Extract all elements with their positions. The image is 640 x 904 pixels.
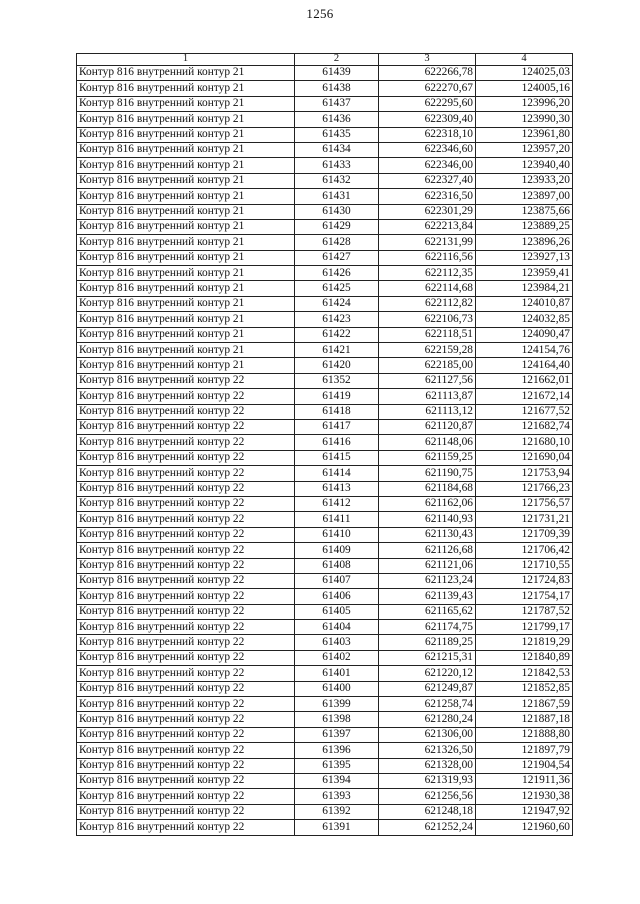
y-coordinate-cell: 123927,13	[476, 250, 573, 265]
x-coordinate-cell: 622270,67	[379, 81, 476, 96]
point-number-cell: 61425	[295, 281, 379, 296]
x-coordinate-cell: 621319,93	[379, 773, 476, 788]
contour-name-cell: Контур 816 внутренний контур 22	[77, 620, 295, 635]
contour-name-cell: Контур 816 внутренний контур 22	[77, 789, 295, 804]
x-coordinate-cell: 621252,24	[379, 820, 476, 835]
point-number-cell: 61405	[295, 604, 379, 619]
y-coordinate-cell: 121799,17	[476, 620, 573, 635]
point-number-cell: 61428	[295, 235, 379, 250]
contour-name-cell: Контур 816 внутренний контур 21	[77, 189, 295, 204]
y-coordinate-cell: 124154,76	[476, 343, 573, 358]
table-row	[77, 512, 573, 527]
table-row	[77, 419, 573, 434]
point-number-cell: 61438	[295, 81, 379, 96]
point-number-cell: 61401	[295, 666, 379, 681]
y-coordinate-cell: 121852,85	[476, 681, 573, 696]
column-header-3: 3	[379, 54, 476, 66]
table-row	[77, 727, 573, 742]
y-coordinate-cell: 121842,53	[476, 666, 573, 681]
table-row	[77, 789, 573, 804]
x-coordinate-cell: 622116,56	[379, 250, 476, 265]
contour-name-cell: Контур 816 внутренний контур 22	[77, 435, 295, 450]
x-coordinate-cell: 621113,87	[379, 389, 476, 404]
contour-name-cell: Контур 816 внутренний контур 22	[77, 804, 295, 819]
contour-name-cell: Контур 816 внутренний контур 22	[77, 773, 295, 788]
y-coordinate-cell: 124090,47	[476, 327, 573, 342]
y-coordinate-cell: 123984,21	[476, 281, 573, 296]
contour-name-cell: Контур 816 внутренний контур 21	[77, 204, 295, 219]
table-row	[77, 543, 573, 558]
x-coordinate-cell: 621215,31	[379, 650, 476, 665]
x-coordinate-cell: 621249,87	[379, 681, 476, 696]
table-row	[77, 804, 573, 819]
point-number-cell: 61437	[295, 96, 379, 111]
x-coordinate-cell: 622112,35	[379, 266, 476, 281]
contour-name-cell: Контур 816 внутренний контур 21	[77, 327, 295, 342]
contour-name-cell: Контур 816 внутренний контур 21	[77, 112, 295, 127]
table-row	[77, 450, 573, 465]
table-row	[77, 404, 573, 419]
y-coordinate-cell: 121709,39	[476, 527, 573, 542]
table-row	[77, 620, 573, 635]
table-row	[77, 66, 573, 81]
x-coordinate-cell: 622118,51	[379, 327, 476, 342]
point-number-cell: 61412	[295, 496, 379, 511]
table-row	[77, 435, 573, 450]
point-number-cell: 61436	[295, 112, 379, 127]
y-coordinate-cell: 121756,57	[476, 496, 573, 511]
point-number-cell: 61429	[295, 219, 379, 234]
y-coordinate-cell: 124164,40	[476, 358, 573, 373]
contour-name-cell: Контур 816 внутренний контур 22	[77, 481, 295, 496]
y-coordinate-cell: 124032,85	[476, 312, 573, 327]
y-coordinate-cell: 124025,03	[476, 66, 573, 81]
table-row	[77, 96, 573, 111]
y-coordinate-cell: 123996,20	[476, 96, 573, 111]
contour-name-cell: Контур 816 внутренний контур 22	[77, 404, 295, 419]
point-number-cell: 61400	[295, 681, 379, 696]
header-row	[77, 54, 573, 66]
y-coordinate-cell: 121724,83	[476, 573, 573, 588]
y-coordinate-cell: 121904,54	[476, 758, 573, 773]
x-coordinate-cell: 622327,40	[379, 173, 476, 188]
x-coordinate-cell: 622316,50	[379, 189, 476, 204]
table-row	[77, 296, 573, 311]
table-row	[77, 697, 573, 712]
table-row	[77, 173, 573, 188]
contour-name-cell: Контур 816 внутренний контур 22	[77, 650, 295, 665]
x-coordinate-cell: 621159,25	[379, 450, 476, 465]
point-number-cell: 61411	[295, 512, 379, 527]
table-row	[77, 758, 573, 773]
point-number-cell: 61391	[295, 820, 379, 835]
y-coordinate-cell: 123875,66	[476, 204, 573, 219]
x-coordinate-cell: 621280,24	[379, 712, 476, 727]
table-row	[77, 820, 573, 835]
y-coordinate-cell: 121960,60	[476, 820, 573, 835]
contour-name-cell: Контур 816 внутренний контур 22	[77, 419, 295, 434]
x-coordinate-cell: 622309,40	[379, 112, 476, 127]
y-coordinate-cell: 121840,89	[476, 650, 573, 665]
contour-name-cell: Контур 816 внутренний контур 22	[77, 820, 295, 835]
x-coordinate-cell: 621220,12	[379, 666, 476, 681]
point-number-cell: 61394	[295, 773, 379, 788]
contour-name-cell: Контур 816 внутренний контур 22	[77, 712, 295, 727]
table-row	[77, 343, 573, 358]
contour-name-cell: Контур 816 внутренний контур 22	[77, 666, 295, 681]
y-coordinate-cell: 121766,23	[476, 481, 573, 496]
y-coordinate-cell: 123961,80	[476, 127, 573, 142]
table-row	[77, 650, 573, 665]
y-coordinate-cell: 121887,18	[476, 712, 573, 727]
x-coordinate-cell: 621162,06	[379, 496, 476, 511]
contour-name-cell: Контур 816 внутренний контур 22	[77, 743, 295, 758]
x-coordinate-cell: 621127,56	[379, 373, 476, 388]
point-number-cell: 61422	[295, 327, 379, 342]
contour-name-cell: Контур 816 внутренний контур 21	[77, 173, 295, 188]
x-coordinate-cell: 622346,60	[379, 142, 476, 157]
contour-name-cell: Контур 816 внутренний контур 22	[77, 496, 295, 511]
point-number-cell: 61403	[295, 635, 379, 650]
x-coordinate-cell: 621328,00	[379, 758, 476, 773]
table-body	[77, 66, 573, 836]
table-row	[77, 81, 573, 96]
contour-name-cell: Контур 816 внутренний контур 22	[77, 450, 295, 465]
x-coordinate-cell: 622185,00	[379, 358, 476, 373]
y-coordinate-cell: 121911,36	[476, 773, 573, 788]
point-number-cell: 61426	[295, 266, 379, 281]
table-row	[77, 189, 573, 204]
x-coordinate-cell: 622112,82	[379, 296, 476, 311]
x-coordinate-cell: 621258,74	[379, 697, 476, 712]
table-row	[77, 635, 573, 650]
page-number: 1256	[306, 6, 334, 21]
x-coordinate-cell: 622318,10	[379, 127, 476, 142]
x-coordinate-cell: 621248,18	[379, 804, 476, 819]
y-coordinate-cell: 123897,00	[476, 189, 573, 204]
column-header-1: 1	[77, 54, 295, 66]
contour-name-cell: Контур 816 внутренний контур 21	[77, 281, 295, 296]
point-number-cell: 61408	[295, 558, 379, 573]
y-coordinate-cell: 121662,01	[476, 373, 573, 388]
x-coordinate-cell: 621256,56	[379, 789, 476, 804]
point-number-cell: 61410	[295, 527, 379, 542]
contour-name-cell: Контур 816 внутренний контур 21	[77, 266, 295, 281]
y-coordinate-cell: 121677,52	[476, 404, 573, 419]
point-number-cell: 61439	[295, 66, 379, 81]
table-row	[77, 266, 573, 281]
point-number-cell: 61431	[295, 189, 379, 204]
point-number-cell: 61406	[295, 589, 379, 604]
contour-name-cell: Контур 816 внутренний контур 21	[77, 142, 295, 157]
x-coordinate-cell: 621174,75	[379, 620, 476, 635]
x-coordinate-cell: 621190,75	[379, 466, 476, 481]
y-coordinate-cell: 121690,04	[476, 450, 573, 465]
x-coordinate-cell: 621184,68	[379, 481, 476, 496]
y-coordinate-cell: 121706,42	[476, 543, 573, 558]
contour-name-cell: Контур 816 внутренний контур 22	[77, 604, 295, 619]
contour-name-cell: Контур 816 внутренний контур 22	[77, 573, 295, 588]
x-coordinate-cell: 622346,00	[379, 158, 476, 173]
y-coordinate-cell: 123957,20	[476, 142, 573, 157]
y-coordinate-cell: 123959,41	[476, 266, 573, 281]
table-row	[77, 112, 573, 127]
contour-name-cell: Контур 816 внутренний контур 21	[77, 66, 295, 81]
contour-name-cell: Контур 816 внутренний контур 22	[77, 512, 295, 527]
point-number-cell: 61404	[295, 620, 379, 635]
contour-name-cell: Контур 816 внутренний контур 22	[77, 527, 295, 542]
table-row	[77, 235, 573, 250]
table-row	[77, 158, 573, 173]
point-number-cell: 61434	[295, 142, 379, 157]
y-coordinate-cell: 121682,74	[476, 419, 573, 434]
table-row	[77, 604, 573, 619]
coordinates-table	[76, 53, 573, 836]
y-coordinate-cell: 121672,14	[476, 389, 573, 404]
point-number-cell: 61432	[295, 173, 379, 188]
column-header-2: 2	[295, 54, 379, 66]
point-number-cell: 61416	[295, 435, 379, 450]
contour-name-cell: Контур 816 внутренний контур 22	[77, 758, 295, 773]
y-coordinate-cell: 121680,10	[476, 435, 573, 450]
contour-name-cell: Контур 816 внутренний контур 21	[77, 127, 295, 142]
y-coordinate-cell: 121930,38	[476, 789, 573, 804]
point-number-cell: 61419	[295, 389, 379, 404]
contour-name-cell: Контур 816 внутренний контур 21	[77, 358, 295, 373]
point-number-cell: 61399	[295, 697, 379, 712]
contour-name-cell: Контур 816 внутренний контур 21	[77, 296, 295, 311]
x-coordinate-cell: 621326,50	[379, 743, 476, 758]
point-number-cell: 61409	[295, 543, 379, 558]
x-coordinate-cell: 621113,12	[379, 404, 476, 419]
table-row	[77, 666, 573, 681]
y-coordinate-cell: 123990,30	[476, 112, 573, 127]
x-coordinate-cell: 622106,73	[379, 312, 476, 327]
x-coordinate-cell: 622301,29	[379, 204, 476, 219]
y-coordinate-cell: 121947,92	[476, 804, 573, 819]
table-row	[77, 589, 573, 604]
point-number-cell: 61418	[295, 404, 379, 419]
contour-name-cell: Контур 816 внутренний контур 21	[77, 219, 295, 234]
contour-name-cell: Контур 816 внутренний контур 22	[77, 681, 295, 696]
table-row	[77, 743, 573, 758]
y-coordinate-cell: 123933,20	[476, 173, 573, 188]
contour-name-cell: Контур 816 внутренний контур 22	[77, 543, 295, 558]
table-row	[77, 466, 573, 481]
table-row	[77, 773, 573, 788]
point-number-cell: 61395	[295, 758, 379, 773]
table-row	[77, 558, 573, 573]
x-coordinate-cell: 621130,43	[379, 527, 476, 542]
table-row	[77, 250, 573, 265]
y-coordinate-cell: 121754,17	[476, 589, 573, 604]
table-row	[77, 373, 573, 388]
y-coordinate-cell: 123889,25	[476, 219, 573, 234]
point-number-cell: 61407	[295, 573, 379, 588]
y-coordinate-cell: 121731,21	[476, 512, 573, 527]
contour-name-cell: Контур 816 внутренний контур 22	[77, 389, 295, 404]
contour-name-cell: Контур 816 внутренний контур 21	[77, 343, 295, 358]
y-coordinate-cell: 123940,40	[476, 158, 573, 173]
y-coordinate-cell: 121753,94	[476, 466, 573, 481]
point-number-cell: 61397	[295, 727, 379, 742]
point-number-cell: 61433	[295, 158, 379, 173]
column-header-4: 4	[476, 54, 573, 66]
x-coordinate-cell: 621121,06	[379, 558, 476, 573]
point-number-cell: 61424	[295, 296, 379, 311]
point-number-cell: 61417	[295, 419, 379, 434]
contour-name-cell: Контур 816 внутренний контур 22	[77, 373, 295, 388]
x-coordinate-cell: 621120,87	[379, 419, 476, 434]
x-coordinate-cell: 621148,06	[379, 435, 476, 450]
y-coordinate-cell: 121819,29	[476, 635, 573, 650]
point-number-cell: 61423	[295, 312, 379, 327]
x-coordinate-cell: 621123,24	[379, 573, 476, 588]
contour-name-cell: Контур 816 внутренний контур 22	[77, 635, 295, 650]
point-number-cell: 61427	[295, 250, 379, 265]
point-number-cell: 61435	[295, 127, 379, 142]
x-coordinate-cell: 622213,84	[379, 219, 476, 234]
contour-name-cell: Контур 816 внутренний контур 21	[77, 250, 295, 265]
table-row	[77, 681, 573, 696]
x-coordinate-cell: 621189,25	[379, 635, 476, 650]
y-coordinate-cell: 124005,16	[476, 81, 573, 96]
contour-name-cell: Контур 816 внутренний контур 21	[77, 235, 295, 250]
y-coordinate-cell: 121787,52	[476, 604, 573, 619]
point-number-cell: 61392	[295, 804, 379, 819]
contour-name-cell: Контур 816 внутренний контур 22	[77, 466, 295, 481]
contour-name-cell: Контур 816 внутренний контур 22	[77, 589, 295, 604]
x-coordinate-cell: 622114,68	[379, 281, 476, 296]
table-row	[77, 204, 573, 219]
y-coordinate-cell: 121897,79	[476, 743, 573, 758]
point-number-cell: 61393	[295, 789, 379, 804]
contour-name-cell: Контур 816 внутренний контур 21	[77, 81, 295, 96]
y-coordinate-cell: 121888,80	[476, 727, 573, 742]
point-number-cell: 61430	[295, 204, 379, 219]
contour-name-cell: Контур 816 внутренний контур 21	[77, 158, 295, 173]
x-coordinate-cell: 621140,93	[379, 512, 476, 527]
point-number-cell: 61352	[295, 373, 379, 388]
x-coordinate-cell: 621165,62	[379, 604, 476, 619]
table-row	[77, 496, 573, 511]
contour-name-cell: Контур 816 внутренний контур 22	[77, 558, 295, 573]
contour-name-cell: Контур 816 внутренний контур 22	[77, 697, 295, 712]
y-coordinate-cell: 123896,26	[476, 235, 573, 250]
x-coordinate-cell: 621139,43	[379, 589, 476, 604]
x-coordinate-cell: 622159,28	[379, 343, 476, 358]
point-number-cell: 61402	[295, 650, 379, 665]
contour-name-cell: Контур 816 внутренний контур 21	[77, 312, 295, 327]
y-coordinate-cell: 124010,87	[476, 296, 573, 311]
point-number-cell: 61415	[295, 450, 379, 465]
table-row	[77, 389, 573, 404]
contour-name-cell: Контур 816 внутренний контур 21	[77, 96, 295, 111]
x-coordinate-cell: 622266,78	[379, 66, 476, 81]
table-row	[77, 127, 573, 142]
point-number-cell: 61413	[295, 481, 379, 496]
point-number-cell: 61398	[295, 712, 379, 727]
x-coordinate-cell: 622131,99	[379, 235, 476, 250]
point-number-cell: 61414	[295, 466, 379, 481]
x-coordinate-cell: 622295,60	[379, 96, 476, 111]
point-number-cell: 61396	[295, 743, 379, 758]
table-row	[77, 358, 573, 373]
table-row	[77, 281, 573, 296]
table-row	[77, 573, 573, 588]
x-coordinate-cell: 621306,00	[379, 727, 476, 742]
table-row	[77, 712, 573, 727]
table-row	[77, 219, 573, 234]
table-row	[77, 312, 573, 327]
point-number-cell: 61420	[295, 358, 379, 373]
x-coordinate-cell: 621126,68	[379, 543, 476, 558]
point-number-cell: 61421	[295, 343, 379, 358]
y-coordinate-cell: 121867,59	[476, 697, 573, 712]
table-row	[77, 327, 573, 342]
table-header	[77, 54, 573, 66]
y-coordinate-cell: 121710,55	[476, 558, 573, 573]
table-row	[77, 481, 573, 496]
table-row	[77, 142, 573, 157]
table-row	[77, 527, 573, 542]
contour-name-cell: Контур 816 внутренний контур 22	[77, 727, 295, 742]
